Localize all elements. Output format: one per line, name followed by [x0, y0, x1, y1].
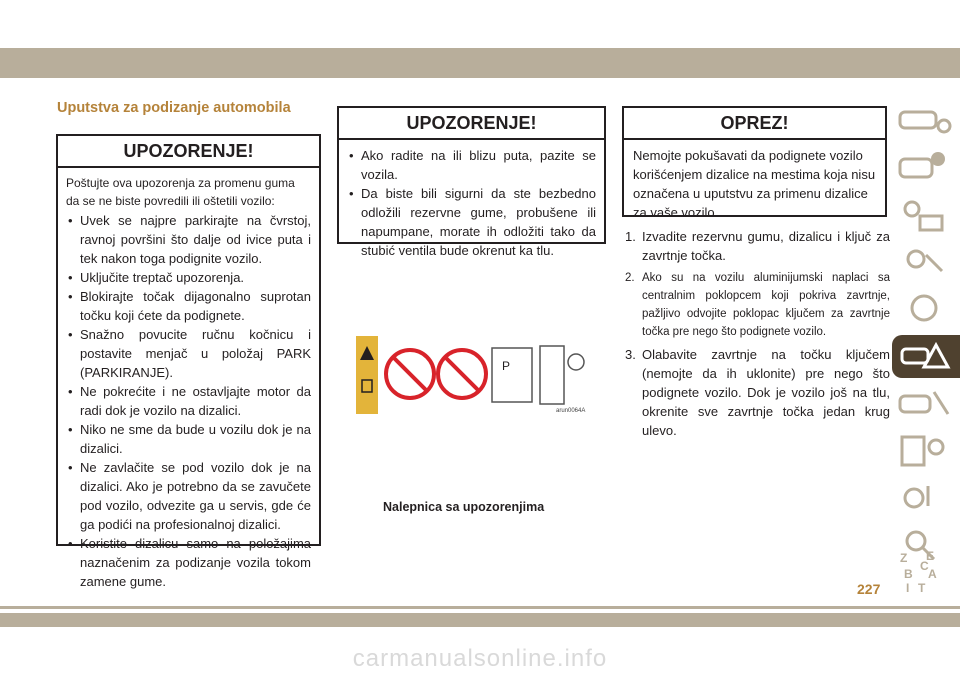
caution-box [622, 106, 887, 220]
index-letter: T [918, 581, 926, 595]
label-code: arun0064A [556, 408, 586, 414]
bottom-rule [0, 606, 960, 609]
tab-technical-specs[interactable] [892, 429, 960, 472]
index-letter: E [926, 549, 935, 563]
top-band [0, 48, 960, 78]
index-letter: B [904, 567, 913, 581]
jack-point-icon [540, 346, 564, 404]
warning-item: • Blokirajte točak dijagonalno suprotan točku koji ćete da podignete. [66, 287, 311, 325]
airbag-icon [908, 251, 924, 267]
index-letter: Z [900, 551, 908, 565]
car-info-icon [900, 159, 932, 177]
tab-in-case-of-emergency[interactable] [892, 335, 960, 378]
warning-box-road [337, 106, 606, 258]
steering-wheel-icon [912, 296, 936, 320]
step-number: 2. [625, 272, 635, 284]
warning-label-illustration [356, 336, 590, 414]
car-icon [900, 112, 936, 128]
warning-intro: Poštujte ova upozorenja za promenu guma da se ne biste povredili ili oštetili vozilo: [66, 176, 295, 208]
step-item [623, 345, 890, 440]
emergency-car-icon [902, 349, 928, 363]
step-text: Ako su na vozilu aluminijumski naplaci sa centralnim poklopcem koji pokriva zavrtnje, pažljivo odvojite poklopac ključem za zavrtnje točka pre nego što podignete vozilo. [642, 272, 890, 338]
tab-instrument-cluster[interactable] [892, 194, 960, 237]
warning-list [66, 211, 311, 591]
multimedia-icon [905, 489, 923, 507]
bottom-band [0, 613, 960, 627]
warning-item: • Uključite treptač upozorenja. [66, 268, 311, 287]
warning-item: • Niko ne sme da bude u vozilu dok je na dizalici. [66, 420, 311, 458]
step-number: 3. [625, 347, 636, 362]
index-letter: A [928, 567, 937, 581]
warning-item: • Ne pokrećite i ne ostavljajte motor da radi dok je vozilo na dizalici. [66, 382, 311, 420]
step-item [623, 227, 890, 265]
warning-item: • Ne zavlačite se pod vozilo dok je na dizalici. Ako je potrebno da se zavučete pod vozilo, odvezite ga u servis, gde će ga podići na profesionalnoj dizalici. [66, 458, 311, 534]
image-caption: Nalepnica sa upozorenjima [383, 500, 545, 514]
index-letters-icon [892, 548, 960, 596]
warning-item: • Da biste bili sigurni da ste bezbedno odložili rezervne gume, probušene ili napumpane, morate ih odložiti tako da stubić ventila bude okrenut ka tlu. [347, 184, 596, 260]
service-car-icon [900, 396, 930, 412]
steps-list [623, 227, 890, 444]
tab-servicing[interactable] [892, 382, 960, 425]
light-icon [905, 202, 919, 216]
tab-index[interactable] [892, 548, 960, 595]
warning-item: • Snažno povucite ručnu kočnicu i postavite menjač u položaj PARK (PARKIRANJE). [66, 325, 311, 382]
hazard-light-icon [568, 354, 584, 370]
watermark: carmanualsonline.info [352, 645, 608, 672]
page-number: 227 [857, 581, 881, 597]
step-number: 1. [625, 229, 636, 244]
park-letter: P [502, 359, 511, 373]
index-letter: I [906, 581, 910, 595]
warning-label-image [356, 336, 590, 414]
warning-list [347, 146, 596, 260]
warning-heading: UPOZORENJE! [339, 108, 604, 140]
step-text: Olabavite zavrtnje na točku ključem (nemojte da ih uklonite) pre nego što podignete vozilo. Dok je vozilo još na tlu, okrenite sve zavrtnje točka jedan krug ulevo. [642, 347, 890, 438]
warning-item: • Uvek se najpre parkirajte na čvrstoj, ravnoj površini što dalje od ivice puta i tek nakon toga podignite vozilo. [66, 211, 311, 268]
warning-item: • Koristite dizalicu samo na položajima naznačenim za podizanje vozila tokom zamene gume. [66, 534, 311, 591]
caution-text: Nemojte pokušavati da podignete vozilo korišćenjem dizalice na mestima koja nisu označena u uputstvu za primenu dizalice za vaše vozilo. [633, 148, 876, 220]
tab-safety[interactable] [892, 241, 960, 284]
caution-heading: OPREZ! [624, 108, 885, 140]
tab-vehicle-overview[interactable] [892, 100, 960, 143]
step-item [623, 269, 890, 341]
section-title: Uputstva za podizanje automobila [57, 100, 291, 116]
step-text: Izvadite rezervnu gumu, dizalicu i ključ za zavrtnje točka. [642, 229, 890, 263]
tab-controls[interactable] [892, 147, 960, 190]
index-letter: C [920, 559, 929, 573]
warning-heading: UPOZORENJE! [58, 136, 319, 168]
warning-box-main [56, 134, 321, 589]
tab-multimedia[interactable] [892, 476, 960, 519]
warning-item: • Ako radite na ili blizu puta, pazite se vozila. [347, 146, 596, 184]
specs-gear-icon [902, 437, 924, 465]
tab-starting-operating[interactable] [892, 288, 960, 331]
park-brake-icon [492, 348, 532, 402]
